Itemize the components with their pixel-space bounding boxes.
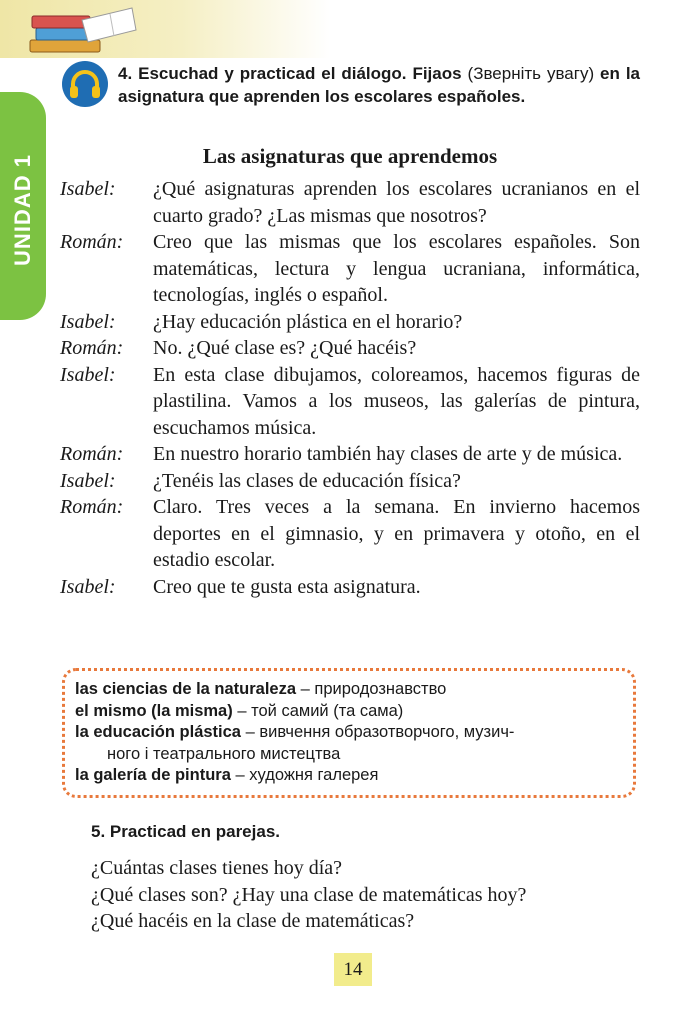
speaker: Isabel:	[60, 469, 116, 492]
vocabulary-translation: – вивчення образотворчого, музич-	[245, 723, 515, 741]
vocabulary-entry	[75, 722, 623, 744]
vocabulary-term: el mismo (la misma)	[75, 701, 233, 720]
speech: Claro. Tres veces a la semana. En invierno hacemos deportes en el gimnasio, y en primavera y otoño, en el estadio escolar.	[153, 496, 640, 571]
dialogue-line	[60, 362, 640, 442]
task-5-instruction: 5. Practicad en parejas.	[91, 822, 280, 841]
speaker: Román:	[60, 496, 124, 518]
vocabulary-translation: – художня галерея	[235, 766, 379, 784]
vocabulary-term: las ciencias de la naturaleza	[75, 680, 297, 698]
dialogue	[60, 176, 640, 600]
unit-label: UNIDAD 1	[10, 154, 35, 266]
dialogue-title: Las asignaturas que aprendemos	[202, 144, 498, 168]
speaker: Isabel:	[60, 178, 116, 200]
question: ¿Qué clases son? ¿Hay una clase de matemáticas hoy?	[91, 883, 527, 906]
question: ¿Qué hacéis en la clase de matemáticas?	[91, 910, 415, 932]
vocabulary-entry	[75, 765, 623, 787]
speaker: Isabel:	[60, 363, 116, 386]
speech: ¿Hay educación plástica en el horario?	[153, 310, 463, 333]
task-4-translation: (Зверніть увагу)	[467, 64, 595, 83]
speaker: Román:	[60, 231, 124, 253]
task-4-number: 4.	[118, 64, 133, 83]
task-4-instruction	[118, 62, 640, 108]
dialogue-line	[60, 574, 640, 601]
dialogue-line	[60, 494, 640, 574]
speaker: Román:	[60, 443, 124, 465]
practice-questions	[91, 855, 651, 935]
page-number: 14	[334, 953, 372, 986]
dialogue-line	[60, 335, 640, 362]
question: ¿Cuántas clases tienes hoy día?	[91, 857, 343, 879]
task-4-text-bold-2: en la asignatura que aprenden los escolares españoles.	[118, 64, 640, 106]
dialogue-line	[60, 176, 640, 229]
speaker: Román:	[60, 337, 124, 359]
vocabulary-translation-continuation: ного і театрального мистецтва	[107, 744, 341, 763]
vocabulary-term: la galería de pintura	[75, 766, 231, 784]
stacked-books-icon	[22, 0, 142, 60]
vocabulary-box	[62, 668, 636, 798]
vocabulary-translation: – природознавство	[300, 680, 447, 698]
vocabulary-entry	[75, 701, 623, 723]
vocabulary-translation: – той самий (та сама)	[237, 701, 404, 720]
dialogue-line	[60, 229, 640, 309]
vocabulary-term: la educación plástica	[75, 723, 241, 741]
dialogue-line	[60, 441, 640, 468]
speech: Creo que te gusta esta asignatura.	[153, 575, 421, 598]
vocabulary-entry	[75, 679, 623, 701]
dialogue-line	[60, 309, 640, 336]
task-4-text-bold: Escuchad y practicad el diálogo. Fijaos	[138, 64, 462, 83]
speaker: Isabel:	[60, 575, 116, 598]
speech: ¿Qué asignaturas aprenden los escolares ucranianos en el cuarto grado? ¿Las mismas que nosotros?	[153, 178, 640, 227]
speech: En nuestro horario también hay clases de arte y de música.	[153, 443, 623, 465]
unit-side-tab	[0, 92, 46, 320]
speech: Creo que las mismas que los escolares españoles. Son matemáticas, lectura y lengua ucraniana, informática, tecnologías, inglés o español.	[153, 231, 640, 306]
speech: En esta clase dibujamos, coloreamos, hacemos figuras de plastilina. Vamos a los museos, las galerías de pintura, escuchamos música.	[153, 363, 640, 439]
dialogue-line	[60, 468, 640, 495]
headphones-icon	[61, 60, 109, 108]
speech: ¿Tenéis las clases de educación física?	[153, 469, 461, 492]
speaker: Isabel:	[60, 310, 116, 333]
speech: No. ¿Qué clase es? ¿Qué hacéis?	[153, 337, 417, 359]
